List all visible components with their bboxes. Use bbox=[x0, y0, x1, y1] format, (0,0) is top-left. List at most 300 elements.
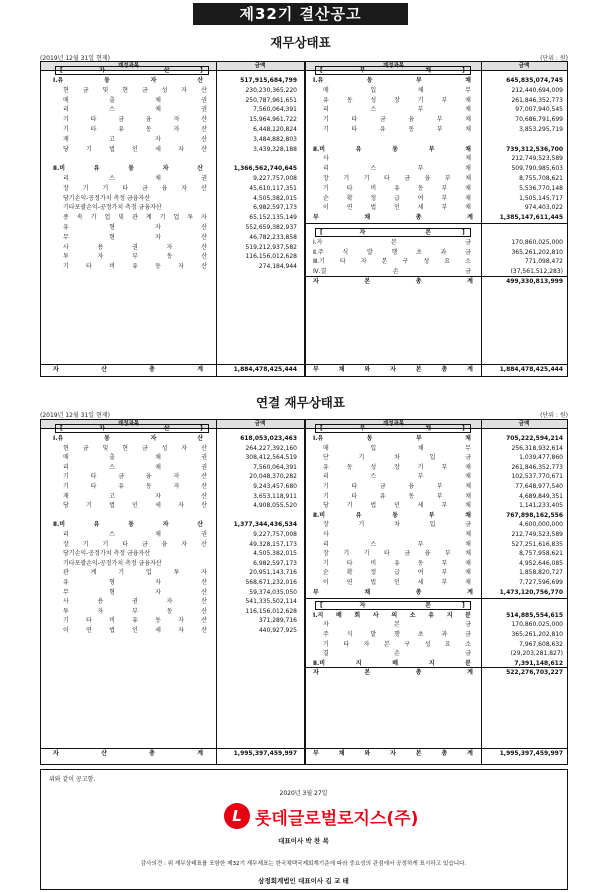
account-name: 기 타 비 유 동 자 산 bbox=[63, 617, 207, 625]
table-row bbox=[313, 434, 563, 444]
table-row bbox=[313, 248, 563, 258]
account-amount: 7,560,064,391 bbox=[253, 463, 297, 471]
account-amount: 4,505,382,015 bbox=[253, 194, 297, 202]
table-row bbox=[63, 96, 297, 106]
account-name: 리 스 채 권 bbox=[63, 531, 207, 538]
table-row bbox=[323, 649, 563, 659]
account-name: 매 입 채 무 bbox=[323, 444, 471, 452]
table-row bbox=[63, 463, 297, 473]
section-header-part: 자 bbox=[359, 602, 366, 610]
account-amount: 250,787,961,651 bbox=[245, 96, 297, 104]
account-name: 자 본 총 계 bbox=[313, 278, 473, 285]
total-amount: 1,884,478,425,444 bbox=[233, 366, 297, 373]
account-name: 이 연 법 인 세 자 산 bbox=[63, 627, 207, 634]
account-amount: 527,251,616,835 bbox=[511, 540, 563, 548]
account-name: 리 스 채 권 bbox=[63, 463, 207, 471]
account-name: 현 금 및 현 금 성 자 산 bbox=[63, 86, 207, 94]
header-cell: 계정과목 bbox=[117, 421, 140, 427]
account-name: 기 타 금 융 부 채 bbox=[323, 483, 471, 490]
account-name: 유 동 성 장 기 부 채 bbox=[323, 463, 471, 471]
account-name: 리 스 부 채 bbox=[323, 540, 471, 548]
account-name: 종 속 기 업 및 관 계 기 업 투 자 bbox=[63, 214, 207, 222]
table-row bbox=[63, 174, 297, 184]
table-row bbox=[63, 444, 297, 454]
header-cell: 계정과목 bbox=[117, 63, 140, 69]
table-row bbox=[63, 145, 297, 155]
account-name: 사 채 bbox=[323, 155, 471, 163]
table-row bbox=[323, 115, 563, 125]
account-name: 투 자 부 동 산 bbox=[63, 253, 207, 261]
section-title: 연결 재무상태표 bbox=[256, 395, 345, 410]
table-row bbox=[63, 472, 297, 482]
account-name: 장 기 기 타 금 융 자 산 bbox=[63, 184, 207, 192]
account-amount: 365,261,202,810 bbox=[511, 248, 563, 256]
account-name: Ⅰ.유 동 자 산 bbox=[53, 77, 203, 84]
account-amount: 440,927,925 bbox=[258, 627, 297, 634]
account-amount: 97,007,940,545 bbox=[515, 106, 563, 114]
notice-text: 위와 같이 공고함. bbox=[49, 776, 96, 783]
account-name: 리 스 부 채 bbox=[323, 473, 471, 481]
section-header bbox=[55, 424, 209, 433]
account-amount: 6,982,597,173 bbox=[253, 204, 297, 212]
signature-box bbox=[40, 769, 568, 890]
account-amount: 261,846,352,773 bbox=[511, 463, 563, 471]
section-header-part: ] bbox=[462, 425, 465, 432]
table-row bbox=[63, 135, 297, 145]
account-amount: 7,391,148,612 bbox=[514, 659, 563, 667]
section-title: 재무상태표 bbox=[270, 35, 331, 50]
account-amount: 261,846,352,773 bbox=[511, 96, 563, 104]
table-row bbox=[323, 492, 563, 502]
account-amount: 4,600,000,000 bbox=[519, 521, 563, 529]
as-of-date: (2019년 12월 31일 현재) bbox=[40, 412, 110, 419]
table-row bbox=[63, 194, 297, 204]
section-header-part: 자 bbox=[359, 229, 366, 236]
table-row bbox=[323, 203, 563, 213]
totals-row bbox=[41, 748, 567, 759]
account-name: Ⅱ.주 식 발 행 초 과 금 bbox=[313, 248, 471, 256]
account-name: Ⅱ.비 지 배 지 분 bbox=[313, 659, 471, 667]
account-amount: 767,898,162,556 bbox=[506, 511, 563, 519]
account-name: 기타포괄손익-공정가치 측정 금융자산 bbox=[63, 204, 162, 212]
ceo-name: 대표이사 박 찬 복 bbox=[278, 837, 329, 845]
account-amount: 7,727,596,699 bbox=[519, 579, 563, 586]
account-name: 투 자 부 동 산 bbox=[63, 607, 207, 615]
account-name: Ⅲ.기 타 자 본 구 성 요 소 bbox=[313, 258, 471, 266]
account-name: 기 타 유 동 부 채 bbox=[323, 492, 471, 500]
account-name: 리 스 채 권 bbox=[63, 106, 207, 114]
account-amount: 509,790,985,603 bbox=[511, 165, 563, 173]
account-amount: 45,610,117,351 bbox=[249, 184, 297, 192]
row-separator bbox=[306, 598, 567, 599]
account-amount: 514,885,554,615 bbox=[506, 611, 563, 619]
company-name: 롯데글로벌로지스(주) bbox=[255, 809, 419, 829]
account-name: 사 채 bbox=[323, 531, 471, 538]
account-name: 부 채 총 계 bbox=[313, 214, 473, 222]
table-row bbox=[323, 105, 563, 115]
unit-label: (단위 : 원) bbox=[540, 55, 568, 62]
account-amount: 771,098,472 bbox=[524, 258, 563, 266]
table-row bbox=[63, 243, 297, 253]
table-row bbox=[323, 578, 563, 588]
account-amount: 1,858,820,727 bbox=[519, 569, 563, 577]
account-name: 현 금 및 현 금 성 자 산 bbox=[63, 444, 207, 452]
account-name: 유 형 자 산 bbox=[63, 224, 207, 231]
account-name: 기 타 비 유 동 부 채 bbox=[323, 559, 471, 567]
account-name: 유 동 성 장 기 부 채 bbox=[323, 96, 471, 104]
account-name: 부 채 총 계 bbox=[313, 588, 473, 596]
section-header-part: ] bbox=[462, 229, 465, 236]
section-header-part: 부 bbox=[359, 67, 366, 74]
account-amount: 974,403,022 bbox=[524, 204, 563, 212]
account-amount: 170,860,025,000 bbox=[511, 621, 563, 629]
account-amount: 9,227,757,008 bbox=[253, 531, 297, 538]
table-row bbox=[63, 252, 297, 262]
table-row bbox=[63, 492, 297, 502]
account-amount: (29,203,281,827) bbox=[510, 650, 563, 658]
account-amount: 3,439,328,188 bbox=[253, 145, 297, 153]
center-divider bbox=[304, 420, 306, 764]
account-name: 순 확 정 급 여 부 채 bbox=[323, 194, 471, 202]
account-name: 주 식 발 행 초 과 금 bbox=[323, 631, 471, 638]
account-name: 기 타 금 융 부 채 bbox=[323, 116, 471, 124]
table-row bbox=[63, 86, 297, 96]
section-header-part: [ bbox=[60, 425, 63, 432]
section-header-part: [ bbox=[320, 602, 323, 610]
table-row bbox=[313, 257, 563, 267]
table-row bbox=[323, 482, 563, 492]
account-amount: 264,227,392,160 bbox=[245, 444, 297, 452]
section-header bbox=[315, 424, 471, 433]
account-amount: 3,653,118,911 bbox=[253, 492, 297, 500]
account-name: 기 타 비 유 동 부 채 bbox=[323, 184, 471, 192]
section-header-part: 채 bbox=[425, 425, 431, 432]
section-header-part: [ bbox=[320, 67, 323, 74]
section-header-part: ] bbox=[462, 67, 465, 74]
account-amount: 1,385,147,611,445 bbox=[499, 214, 563, 222]
account-name: 당 기 법 인 세 부 채 bbox=[323, 502, 471, 510]
header-cell: 금액 bbox=[254, 421, 266, 427]
auditor-name: 삼정회계법인 대표이사 김 교 태 bbox=[258, 877, 349, 885]
account-amount: 212,749,523,589 bbox=[511, 155, 563, 163]
account-amount: 517,915,684,799 bbox=[240, 77, 297, 84]
section-header-part: 산 bbox=[163, 425, 170, 432]
account-name: Ⅱ.비 유 동 부 채 bbox=[313, 145, 471, 153]
table-row bbox=[313, 145, 563, 155]
table-row bbox=[63, 588, 297, 598]
total-label: 자 산 총 계 bbox=[53, 366, 203, 373]
section-header-part: 본 bbox=[425, 229, 431, 236]
account-amount: 5,536,770,148 bbox=[519, 184, 563, 192]
account-name: 리 스 부 채 bbox=[323, 165, 471, 173]
table-row bbox=[63, 482, 297, 492]
account-amount: 365,261,202,810 bbox=[511, 631, 563, 638]
account-amount: 4,505,382,015 bbox=[253, 550, 297, 558]
account-amount: 1,039,477,860 bbox=[519, 454, 563, 462]
total-liabilities-equity bbox=[313, 749, 563, 759]
section-header-part: 채 bbox=[425, 67, 431, 74]
account-amount: 541,335,502,114 bbox=[245, 598, 297, 606]
center-divider bbox=[304, 62, 306, 376]
table-row bbox=[323, 640, 563, 650]
table-row bbox=[63, 530, 297, 540]
section-header bbox=[315, 601, 471, 610]
account-name: 단 기 차 입 금 bbox=[323, 454, 471, 462]
account-amount: 9,243,457,680 bbox=[253, 483, 297, 490]
header-cell: 계정과목 bbox=[382, 421, 405, 427]
table-row bbox=[63, 549, 297, 559]
table-row bbox=[323, 184, 563, 194]
table-row bbox=[53, 520, 297, 530]
account-name: 자 본 총 계 bbox=[313, 669, 473, 677]
account-name: 관 계 기 업 투 자 bbox=[63, 569, 207, 577]
account-name: 재 고 자 산 bbox=[63, 135, 207, 143]
table-row bbox=[313, 238, 563, 248]
section-header-part: 자 bbox=[99, 67, 105, 74]
total-assets bbox=[53, 365, 297, 375]
account-name: Ⅱ.비 유 동 부 채 bbox=[313, 511, 471, 519]
table-row bbox=[323, 194, 563, 204]
account-amount: 20,048,370,282 bbox=[249, 473, 297, 481]
total-label: 부 채 와 자 본 총 계 bbox=[313, 750, 473, 757]
account-name: Ⅱ.비 유 동 자 산 bbox=[53, 521, 203, 529]
table-row bbox=[313, 76, 563, 86]
header-cell: 금액 bbox=[518, 421, 530, 427]
account-amount: 212,749,523,589 bbox=[511, 531, 563, 538]
account-name: 장 기 기 타 금 융 부 채 bbox=[323, 550, 471, 558]
section-header bbox=[55, 66, 209, 75]
account-amount: 59,374,035,050 bbox=[249, 588, 297, 596]
table-row bbox=[323, 501, 563, 511]
table-row bbox=[323, 125, 563, 135]
table-row bbox=[313, 611, 563, 621]
account-amount: 1,377,344,436,534 bbox=[233, 521, 297, 529]
unit-label: (단위 : 원) bbox=[540, 412, 568, 419]
row-separator bbox=[306, 223, 567, 224]
account-amount: 1,366,562,740,645 bbox=[233, 165, 297, 173]
section-header-part: 본 bbox=[425, 602, 431, 610]
table-row bbox=[313, 668, 563, 678]
account-amount: 6,448,120,824 bbox=[253, 126, 297, 133]
account-amount: 170,860,025,000 bbox=[511, 238, 563, 246]
table-row bbox=[63, 125, 297, 135]
section-header-part: [ bbox=[320, 229, 323, 236]
account-name: 기 타 금 융 자 산 bbox=[63, 473, 207, 481]
table-row bbox=[323, 630, 563, 640]
table-row bbox=[323, 444, 563, 454]
account-name: 당 기 법 인 세 자 산 bbox=[63, 502, 207, 510]
account-name: 당기손익-공정가치 측정 금융자산 bbox=[63, 550, 151, 558]
account-amount: 7,560,064,391 bbox=[253, 106, 297, 114]
account-name: 당기손익-공정가치 측정 금융자산 bbox=[63, 194, 151, 202]
account-amount: 3,853,295,719 bbox=[519, 126, 563, 133]
table-row bbox=[63, 559, 297, 569]
table-row bbox=[63, 626, 297, 636]
account-amount: 618,053,023,463 bbox=[240, 435, 297, 442]
table-row bbox=[63, 540, 297, 550]
account-name: 기타포괄손익-공정가치 측정 금융자산 bbox=[63, 559, 162, 567]
account-amount: 499,330,813,999 bbox=[506, 278, 563, 285]
notice-date: 2020년 3월 27일 bbox=[279, 790, 328, 797]
account-name: 사 용 권 자 산 bbox=[63, 598, 207, 606]
table-row bbox=[323, 96, 563, 106]
account-name: 무 형 자 산 bbox=[63, 588, 207, 596]
account-name: 이 연 법 인 세 부 채 bbox=[323, 204, 471, 212]
total-amount: 1,995,397,459,997 bbox=[499, 750, 563, 757]
account-amount: 77,648,977,540 bbox=[515, 483, 563, 490]
table-row bbox=[323, 463, 563, 473]
table-row bbox=[63, 607, 297, 617]
account-name: 유 형 자 산 bbox=[63, 579, 207, 586]
account-amount: 519,212,937,582 bbox=[245, 243, 297, 251]
table-row bbox=[323, 174, 563, 184]
table-row bbox=[63, 501, 297, 511]
account-name: 매 입 채 무 bbox=[323, 86, 471, 94]
account-name: Ⅰ.자 본 금 bbox=[313, 238, 471, 246]
account-amount: 116,156,012,628 bbox=[245, 607, 297, 615]
header-cell: 금액 bbox=[254, 63, 266, 69]
table-row bbox=[63, 616, 297, 626]
account-amount: 1,141,233,405 bbox=[519, 502, 563, 510]
account-amount: 1,505,145,717 bbox=[519, 194, 563, 202]
table-row bbox=[63, 154, 297, 164]
table-row bbox=[63, 213, 297, 223]
table-row bbox=[63, 453, 297, 463]
account-amount: 15,964,961,722 bbox=[249, 116, 297, 124]
account-name: 사 용 권 자 산 bbox=[63, 243, 207, 251]
table-row bbox=[63, 115, 297, 125]
company-logo: L bbox=[224, 803, 250, 829]
account-name: Ⅰ.유 동 자 산 bbox=[53, 435, 203, 442]
table-row bbox=[63, 262, 297, 272]
table-row bbox=[323, 164, 563, 174]
account-amount: 70,686,791,699 bbox=[515, 116, 563, 124]
account-amount: 739,312,536,700 bbox=[506, 145, 563, 153]
account-name: 순 확 정 급 여 부 채 bbox=[323, 569, 471, 577]
table-row bbox=[63, 223, 297, 233]
account-name: 재 고 자 산 bbox=[63, 492, 207, 500]
account-amount: 568,671,232,016 bbox=[245, 579, 297, 586]
account-name: 무 형 자 산 bbox=[63, 233, 207, 241]
account-amount: 4,952,646,085 bbox=[519, 559, 563, 567]
account-amount: 230,230,365,220 bbox=[245, 86, 297, 94]
table-row bbox=[323, 559, 563, 569]
account-name: 기 타 비 유 동 자 산 bbox=[63, 263, 207, 271]
table-row bbox=[313, 511, 563, 521]
account-name: 매 출 채 권 bbox=[63, 454, 207, 462]
table-row bbox=[63, 568, 297, 578]
account-amount: 256,318,932,614 bbox=[511, 444, 563, 452]
account-amount: 116,156,012,628 bbox=[245, 253, 297, 261]
table-row bbox=[53, 164, 297, 174]
account-amount: 645,835,074,745 bbox=[506, 77, 563, 84]
account-amount: 20,951,143,716 bbox=[249, 569, 297, 577]
section-header-part: 산 bbox=[163, 67, 170, 74]
account-amount: 9,227,757,008 bbox=[253, 175, 297, 182]
account-name: 기 타 유 동 부 채 bbox=[323, 126, 471, 133]
account-amount: 212,440,694,009 bbox=[511, 86, 563, 94]
as-of-date: (2019년 12월 31일 현재) bbox=[40, 55, 110, 62]
total-liabilities-equity bbox=[313, 365, 563, 375]
account-name: 장 기 기 타 금 융 부 채 bbox=[323, 175, 471, 182]
table-row bbox=[313, 213, 563, 223]
section-header-part: 부 bbox=[359, 425, 366, 432]
account-name: 장 기 기 타 금 융 자 산 bbox=[63, 540, 207, 548]
account-name: 이 연 법 인 세 부 채 bbox=[323, 579, 471, 586]
account-name: 기 타 유 동 자 산 bbox=[63, 126, 207, 133]
account-name: 기 타 유 동 자 산 bbox=[63, 483, 207, 490]
section-header-part: 자 bbox=[99, 425, 105, 432]
account-name: 자 본 금 bbox=[323, 621, 471, 629]
account-amount: 65,152,135,149 bbox=[249, 214, 297, 222]
account-amount: 8,755,708,621 bbox=[519, 175, 563, 182]
account-amount: 4,908,055,520 bbox=[253, 502, 297, 510]
table-row bbox=[323, 620, 563, 630]
section-header-part: ] bbox=[200, 67, 203, 74]
account-amount: 705,222,594,214 bbox=[506, 435, 563, 442]
account-amount: 308,412,564,519 bbox=[245, 454, 297, 462]
section-header-part: [ bbox=[320, 425, 323, 432]
account-amount: 1,473,120,756,770 bbox=[499, 588, 563, 596]
table-row bbox=[323, 530, 563, 540]
table-row bbox=[323, 549, 563, 559]
account-amount: 7,967,608,632 bbox=[519, 640, 563, 648]
account-amount: 46,782,233,858 bbox=[249, 233, 297, 241]
table-row bbox=[323, 472, 563, 482]
total-amount: 1,884,478,425,444 bbox=[499, 366, 563, 373]
total-label: 자 산 총 계 bbox=[53, 750, 203, 757]
header-cell: 계정과목 bbox=[382, 63, 405, 69]
account-amount: 274,184,944 bbox=[258, 263, 297, 271]
account-name: Ⅱ.비 유 동 자 산 bbox=[53, 165, 203, 173]
section-header bbox=[315, 228, 471, 237]
table-row bbox=[323, 135, 563, 145]
account-name: 기 타 자 본 구 성 요 소 bbox=[323, 640, 471, 648]
table-row bbox=[63, 233, 297, 243]
section-header bbox=[315, 66, 471, 75]
table-row bbox=[53, 76, 297, 86]
account-name: 리 스 채 권 bbox=[63, 175, 207, 182]
table-row bbox=[323, 520, 563, 530]
table-row bbox=[313, 277, 563, 287]
total-assets bbox=[53, 749, 297, 759]
account-amount: (37,561,512,283) bbox=[510, 268, 563, 276]
account-name: 매 출 채 권 bbox=[63, 96, 207, 104]
account-amount: 3,484,882,803 bbox=[253, 135, 297, 143]
account-name: Ⅰ.지 배 회 사 의 소 유 지 분 bbox=[313, 611, 471, 619]
table-row bbox=[63, 184, 297, 194]
account-name: 장 기 차 입 금 bbox=[323, 521, 471, 529]
account-amount: 522,276,703,227 bbox=[506, 669, 563, 677]
table-row bbox=[323, 540, 563, 550]
account-amount: 552,659,382,937 bbox=[245, 224, 297, 231]
account-name: Ⅰ.유 동 부 채 bbox=[313, 435, 471, 442]
table-row bbox=[63, 597, 297, 607]
account-amount: 8,757,958,621 bbox=[519, 550, 563, 558]
total-label: 부 채 와 자 본 총 계 bbox=[313, 366, 473, 373]
account-name: 당 기 법 인 세 자 산 bbox=[63, 145, 207, 153]
account-name: 기 타 금 융 자 산 bbox=[63, 116, 207, 124]
table-row bbox=[323, 154, 563, 164]
account-name: Ⅳ.결 손 금 bbox=[313, 268, 471, 276]
account-amount: 102,537,770,671 bbox=[511, 473, 563, 481]
section-header-part: ] bbox=[462, 602, 465, 610]
table-row bbox=[323, 568, 563, 578]
table-row bbox=[323, 86, 563, 96]
balance-sheet-table bbox=[40, 419, 568, 765]
table-row bbox=[63, 105, 297, 115]
table-row bbox=[63, 511, 297, 521]
